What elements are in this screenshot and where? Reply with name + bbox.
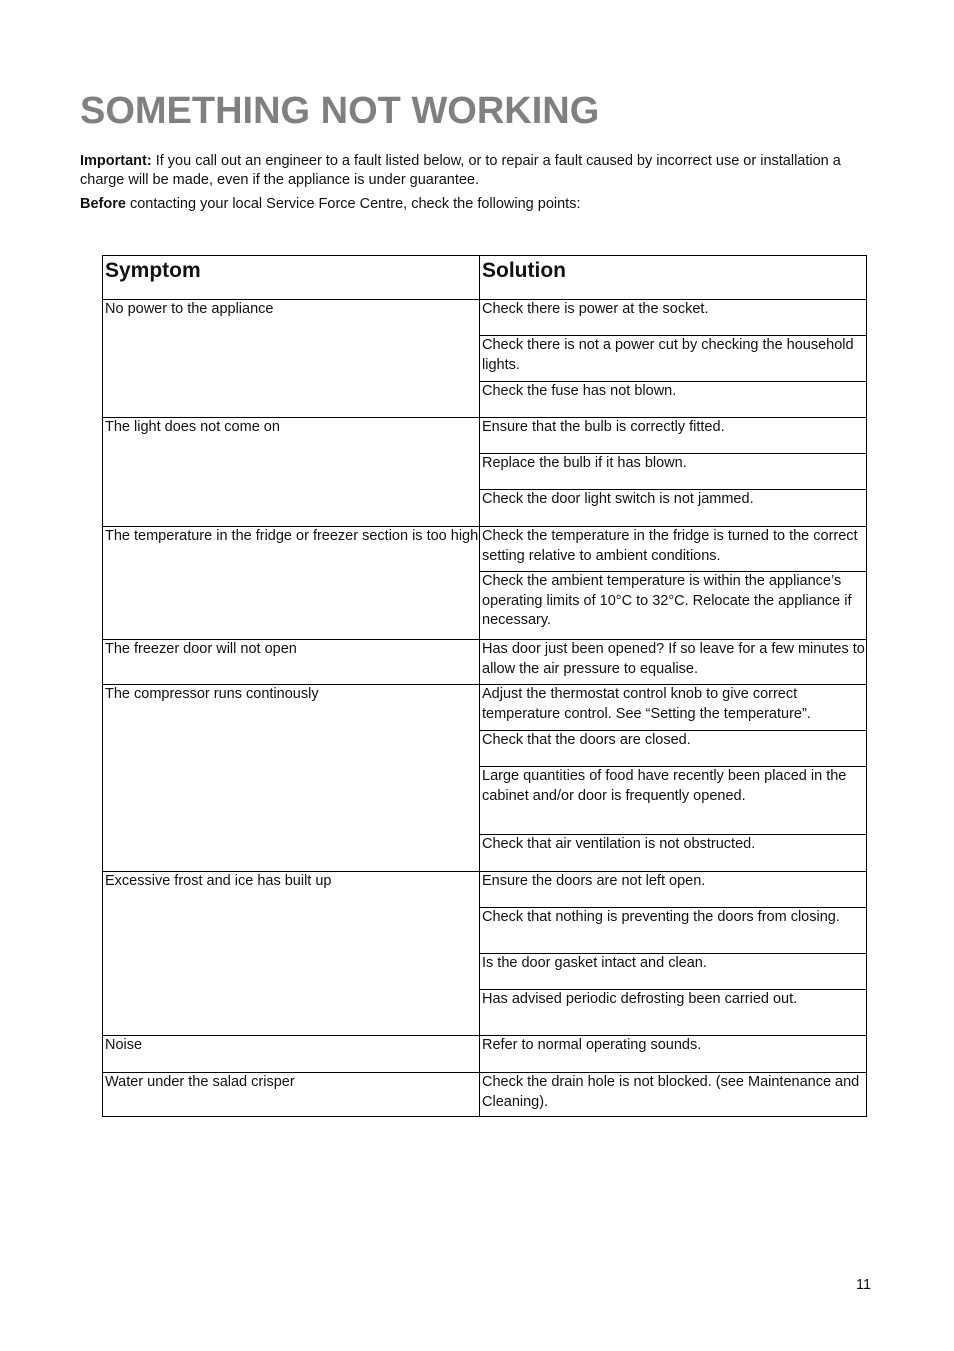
table-row bbox=[103, 527, 867, 572]
before-note bbox=[80, 195, 870, 214]
solution-cell: Ensure the doors are not left open. bbox=[480, 872, 867, 908]
table-row bbox=[103, 1073, 867, 1117]
solution-cell: Check that the doors are closed. bbox=[480, 731, 867, 767]
symptom-cell: The temperature in the fridge or freezer section is too high bbox=[103, 527, 480, 640]
solution-cell: Check the fuse has not blown. bbox=[480, 382, 867, 418]
solution-cell: Check the door light switch is not jammed. bbox=[480, 490, 867, 527]
solution-header: Solution bbox=[480, 256, 867, 300]
important-label: Important: bbox=[80, 153, 152, 169]
solution-cell: Replace the bulb if it has blown. bbox=[480, 454, 867, 490]
table-row bbox=[103, 685, 867, 731]
page-number: 11 bbox=[856, 1277, 872, 1293]
solution-cell: Adjust the thermostat control knob to give correct temperature control. See “Setting the temperature”. bbox=[480, 685, 867, 731]
solution-cell: Has advised periodic defrosting been carried out. bbox=[480, 990, 867, 1036]
solution-cell: Ensure that the bulb is correctly fitted. bbox=[480, 418, 867, 454]
solution-cell: Large quantities of food have recently been placed in the cabinet and/or door is frequently opened. bbox=[480, 767, 867, 835]
table-row bbox=[103, 1036, 867, 1073]
solution-cell: Check that nothing is preventing the doors from closing. bbox=[480, 908, 867, 954]
page-title: SOMETHING NOT WORKING bbox=[80, 90, 600, 132]
symptom-cell: No power to the appliance bbox=[103, 300, 480, 418]
symptom-cell: Water under the salad crisper bbox=[103, 1073, 480, 1117]
before-label: Before bbox=[80, 196, 126, 212]
solution-cell: Check the ambient temperature is within the appliance’s operating limits of 10°C to 32°C. Relocate the appliance if necessary. bbox=[480, 572, 867, 640]
symptom-cell: Noise bbox=[103, 1036, 480, 1073]
solution-cell: Is the door gasket intact and clean. bbox=[480, 954, 867, 990]
important-note bbox=[80, 152, 870, 190]
table-row bbox=[103, 418, 867, 454]
table-row bbox=[103, 640, 867, 685]
table-row bbox=[103, 300, 867, 336]
important-text: If you call out an engineer to a fault listed below, or to repair a fault caused by incorrect use or installation a charge will be made, even if the appliance is under guarantee. bbox=[80, 153, 841, 188]
troubleshooting-table bbox=[102, 255, 867, 1117]
table-header-row bbox=[103, 256, 867, 300]
symptom-cell: The light does not come on bbox=[103, 418, 480, 527]
solution-cell: Check there is power at the socket. bbox=[480, 300, 867, 336]
solution-cell: Check the drain hole is not blocked. (see Maintenance and Cleaning). bbox=[480, 1073, 867, 1117]
solution-cell: Check that air ventilation is not obstructed. bbox=[480, 835, 867, 872]
symptom-cell: Excessive frost and ice has built up bbox=[103, 872, 480, 1036]
symptom-cell: The freezer door will not open bbox=[103, 640, 480, 685]
symptom-header: Symptom bbox=[103, 256, 480, 300]
solution-cell: Check the temperature in the fridge is turned to the correct setting relative to ambient conditions. bbox=[480, 527, 867, 572]
solution-cell: Refer to normal operating sounds. bbox=[480, 1036, 867, 1073]
table-row bbox=[103, 872, 867, 908]
before-text: contacting your local Service Force Centre, check the following points: bbox=[125, 196, 581, 212]
symptom-cell: The compressor runs continously bbox=[103, 685, 480, 872]
solution-cell: Has door just been opened? If so leave for a few minutes to allow the air pressure to equalise. bbox=[480, 640, 867, 685]
solution-cell: Check there is not a power cut by checking the household lights. bbox=[480, 336, 867, 382]
